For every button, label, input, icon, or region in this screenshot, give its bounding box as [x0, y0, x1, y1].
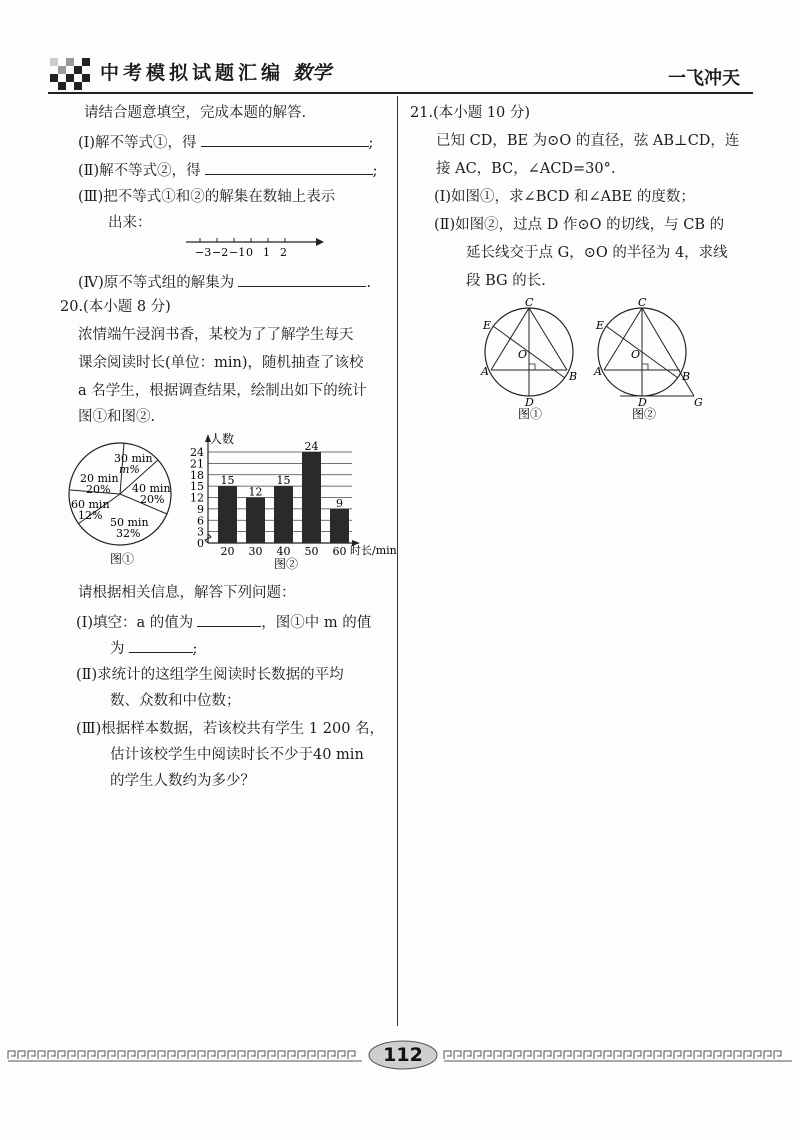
- border-ornament: [444, 1051, 451, 1059]
- border-ornament: [278, 1051, 285, 1059]
- border-ornament: [514, 1051, 521, 1059]
- border-ornament: [604, 1051, 611, 1059]
- y-tick-label: 21: [190, 457, 204, 471]
- label-a: A: [481, 365, 489, 378]
- q20-ask: 请根据相关信息，解答下列问题：: [78, 585, 296, 601]
- border-ornament: [464, 1051, 471, 1059]
- border-ornament: [684, 1051, 691, 1059]
- border-ornament: [248, 1051, 255, 1059]
- numberline-tick-label: −2: [212, 246, 229, 259]
- border-ornament: [28, 1051, 35, 1059]
- y-tick-label: 3: [197, 525, 204, 539]
- border-ornament: [298, 1051, 305, 1059]
- subject-label: 数学: [293, 62, 332, 84]
- y-axis-label: 人数: [210, 432, 235, 446]
- q19-part-ii: (Ⅱ)解不等式②，得 ;: [78, 160, 378, 180]
- numberline-tick-label: 1: [263, 246, 270, 259]
- x-tick-label: 20: [220, 545, 235, 558]
- x-tick-label: 40: [276, 545, 291, 558]
- border-ornament: [328, 1051, 335, 1059]
- q20-part-i: [76, 612, 371, 632]
- border-ornament: [208, 1051, 215, 1059]
- border-ornament: [48, 1051, 55, 1059]
- q20-part-i-text1: (Ⅰ)填空：a 的值为: [76, 615, 194, 631]
- border-ornament: [288, 1051, 295, 1059]
- q21-text-1: 已知 CD，BE 为⊙O 的直径，弦 AB⊥CD，连: [436, 133, 740, 149]
- border-ornament: [8, 1051, 15, 1059]
- border-ornament: [348, 1051, 355, 1059]
- pie-pct-30: m%: [119, 463, 140, 476]
- y-tick-label: 6: [197, 514, 204, 528]
- pie-label-30: 30 min: [114, 452, 153, 465]
- border-ornament: [594, 1051, 601, 1059]
- pie-label-50: 50 min: [110, 516, 149, 529]
- q20-part-i-line2: 为 ;: [110, 638, 197, 658]
- border-ornament: [178, 1051, 185, 1059]
- border-ornament: [58, 1051, 65, 1059]
- q19-intro: 请结合题意填空，完成本题的解答.: [84, 105, 307, 121]
- label-g: G: [694, 396, 703, 409]
- q20-part-ii-1: (Ⅱ)求统计的这组学生阅读时长数据的平均: [76, 667, 344, 683]
- x-axis-label: 时长/min: [350, 544, 397, 557]
- q20-part-i-text2: ，图①中 m 的值: [261, 615, 372, 631]
- q21-part-ii-1: (Ⅱ)如图②，过点 D 作⊙O 的切线，与 CB 的: [434, 217, 725, 233]
- border-ornament: [338, 1051, 345, 1059]
- x-tick-label: 30: [248, 545, 263, 558]
- label-d: D: [525, 396, 534, 409]
- answer-blank[interactable]: [201, 132, 369, 147]
- bar: [246, 498, 265, 544]
- pie-pct-20: 20%: [86, 483, 111, 496]
- q20-part-iii-3: 的学生人数约为多少？: [110, 773, 255, 789]
- q19-part-iii-line2: 出来：: [108, 215, 152, 231]
- label-o: O: [518, 348, 528, 361]
- right-angle-icon: [529, 364, 535, 370]
- bar: [274, 486, 293, 543]
- border-ornament: [118, 1051, 125, 1059]
- border-ornament: [764, 1051, 771, 1059]
- border-ornament: [474, 1051, 481, 1059]
- q20-text-3: a 名学生，根据调查结果，绘制出如下的统计: [78, 383, 367, 399]
- border-ornament: [188, 1051, 195, 1059]
- q20-text-2: 课余阅读时长(单位：min)，随机抽查了该校: [78, 355, 364, 371]
- pie-pct-50: 32%: [116, 527, 141, 540]
- border-ornament: [18, 1051, 25, 1059]
- border-ornament: [654, 1051, 661, 1059]
- border-ornament: [714, 1051, 721, 1059]
- q20-part-iii-2: 估计该校学生中阅读时长不少于40 min: [110, 747, 364, 763]
- answer-blank[interactable]: [238, 272, 366, 287]
- bar-value-label: 12: [248, 485, 263, 499]
- pie-label-40: 40 min: [132, 482, 171, 495]
- border-ornament: [564, 1051, 571, 1059]
- border-ornament: [218, 1051, 225, 1059]
- border-ornament: [534, 1051, 541, 1059]
- answer-blank[interactable]: [205, 160, 373, 175]
- q19-part-iv-text: (Ⅳ)原不等式组的解集为: [78, 275, 235, 291]
- border-ornament: [624, 1051, 631, 1059]
- border-ornament: [484, 1051, 491, 1059]
- border-ornament: [574, 1051, 581, 1059]
- border-ornament: [38, 1051, 45, 1059]
- border-ornament: [734, 1051, 741, 1059]
- bar-value-label: 24: [304, 440, 319, 453]
- q20-part-i-text3: 为: [110, 641, 125, 657]
- border-ornament: [554, 1051, 561, 1059]
- border-ornament: [198, 1051, 205, 1059]
- chord-bc: [529, 308, 567, 370]
- border-ornament: [494, 1051, 501, 1059]
- q20-heading: 20.(本小题 8 分): [60, 299, 171, 315]
- border-ornament: [664, 1051, 671, 1059]
- pie-label-60: 60 min: [71, 498, 110, 511]
- y-tick-label: 0: [197, 537, 204, 550]
- border-ornament: [138, 1051, 145, 1059]
- bar: [302, 452, 321, 543]
- label-c: C: [525, 296, 534, 309]
- bar: [330, 509, 349, 543]
- border-ornament: [704, 1051, 711, 1059]
- fig1-caption: 图①: [518, 407, 543, 421]
- border-ornament: [454, 1051, 461, 1059]
- q20-text-4: 图①和图②.: [78, 409, 156, 425]
- border-ornament: [504, 1051, 511, 1059]
- book-title: 中考模拟试题汇编: [100, 62, 285, 84]
- q19-part-i: (Ⅰ)解不等式①，得 ;: [78, 132, 373, 152]
- border-ornament: [238, 1051, 245, 1059]
- q20-text-1: 浓情端午浸润书香，某校为了了解学生每天: [78, 327, 354, 343]
- number-line: [180, 230, 330, 262]
- border-ornament: [168, 1051, 175, 1059]
- border-ornament: [268, 1051, 275, 1059]
- numberline-tick-label: −1: [229, 246, 246, 259]
- border-ornament: [318, 1051, 325, 1059]
- border-ornament: [148, 1051, 155, 1059]
- q21-part-ii-3: 段 BG 的长.: [466, 273, 546, 289]
- numberline-tick-label: 0: [246, 246, 253, 259]
- q21-part-i: (Ⅰ)如图①，求∠BCD 和∠ABE 的度数；: [434, 189, 695, 205]
- border-ornament: [584, 1051, 591, 1059]
- label-c: C: [638, 296, 647, 309]
- border-ornament: [258, 1051, 265, 1059]
- geometry-figure-1: [474, 296, 584, 424]
- q19-part-ii-text: (Ⅱ)解不等式②，得: [78, 163, 201, 179]
- q19-part-i-text: (Ⅰ)解不等式①，得: [78, 135, 197, 151]
- bar-caption: 图②: [274, 557, 299, 571]
- border-ornament: [88, 1051, 95, 1059]
- border-ornament: [754, 1051, 761, 1059]
- bar-value-label: 15: [220, 474, 235, 488]
- pie-caption: 图①: [110, 552, 135, 566]
- border-ornament: [774, 1051, 781, 1059]
- checker-logo-icon: [50, 58, 96, 90]
- q19-part-iv: (Ⅳ)原不等式组的解集为 .: [78, 272, 371, 292]
- border-ornament: [724, 1051, 731, 1059]
- numberline-tick-label: −3: [195, 246, 212, 259]
- y-tick-label: 9: [197, 502, 204, 516]
- page-number: 112: [383, 1044, 423, 1066]
- border-ornament: [108, 1051, 115, 1059]
- y-tick-label: 18: [190, 468, 204, 482]
- border-ornament: [78, 1051, 85, 1059]
- header-logo: [50, 58, 96, 90]
- y-tick-label: 15: [190, 480, 204, 494]
- answer-blank[interactable]: [197, 612, 261, 627]
- geometry-figure-2: [590, 296, 710, 424]
- label-o: O: [631, 348, 641, 361]
- border-ornament: [644, 1051, 651, 1059]
- header-rule: [48, 92, 753, 94]
- answer-blank[interactable]: [129, 638, 193, 653]
- x-tick-label: 60: [332, 545, 347, 558]
- q20-part-iii-1: (Ⅲ)根据样本数据，若该校共有学生 1 200 名，: [76, 721, 385, 737]
- border-ornament: [634, 1051, 641, 1059]
- bar-value-label: 15: [276, 474, 291, 488]
- border-ornament: [544, 1051, 551, 1059]
- label-a: A: [594, 365, 602, 378]
- border-ornament: [614, 1051, 621, 1059]
- q20-part-ii-2: 数、众数和中位数；: [110, 693, 241, 709]
- q21-text-2: 接 AC，BC，∠ACD=30°.: [436, 161, 616, 177]
- border-ornament: [524, 1051, 531, 1059]
- bar: [218, 486, 237, 543]
- border-ornament: [68, 1051, 75, 1059]
- q21-part-ii-2: 延长线交于点 G，⊙O 的半径为 4，求线: [466, 245, 728, 261]
- y-tick-label: 12: [190, 491, 204, 505]
- q21-heading: 21.(本小题 10 分): [410, 105, 531, 121]
- bar-value-label: 9: [336, 496, 343, 510]
- pie-pct-60: 12%: [78, 509, 103, 522]
- x-tick-label: 50: [304, 545, 319, 558]
- q19-part-iii-line1: (Ⅲ)把不等式①和②的解集在数轴上表示: [78, 189, 336, 205]
- right-angle-icon: [642, 364, 648, 370]
- border-ornament: [158, 1051, 165, 1059]
- label-b: B: [569, 370, 578, 383]
- border-ornament: [694, 1051, 701, 1059]
- border-ornament: [308, 1051, 315, 1059]
- bar-chart: [184, 430, 398, 572]
- numberline-tick-label: 2: [280, 246, 287, 259]
- border-ornament: [744, 1051, 751, 1059]
- border-ornament: [674, 1051, 681, 1059]
- brand-label: 一飞冲天: [668, 68, 740, 89]
- label-b: B: [682, 370, 691, 383]
- label-d: D: [638, 396, 647, 409]
- y-tick-label: 24: [190, 446, 204, 459]
- pie-label-20: 20 min: [80, 472, 119, 485]
- pie-chart: [64, 440, 184, 568]
- border-ornament: [128, 1051, 135, 1059]
- border-ornament: [228, 1051, 235, 1059]
- label-e: E: [596, 319, 605, 332]
- pie-pct-40: 20%: [140, 493, 165, 506]
- border-ornament: [98, 1051, 105, 1059]
- fig2-caption: 图②: [632, 407, 657, 421]
- label-e: E: [483, 319, 492, 332]
